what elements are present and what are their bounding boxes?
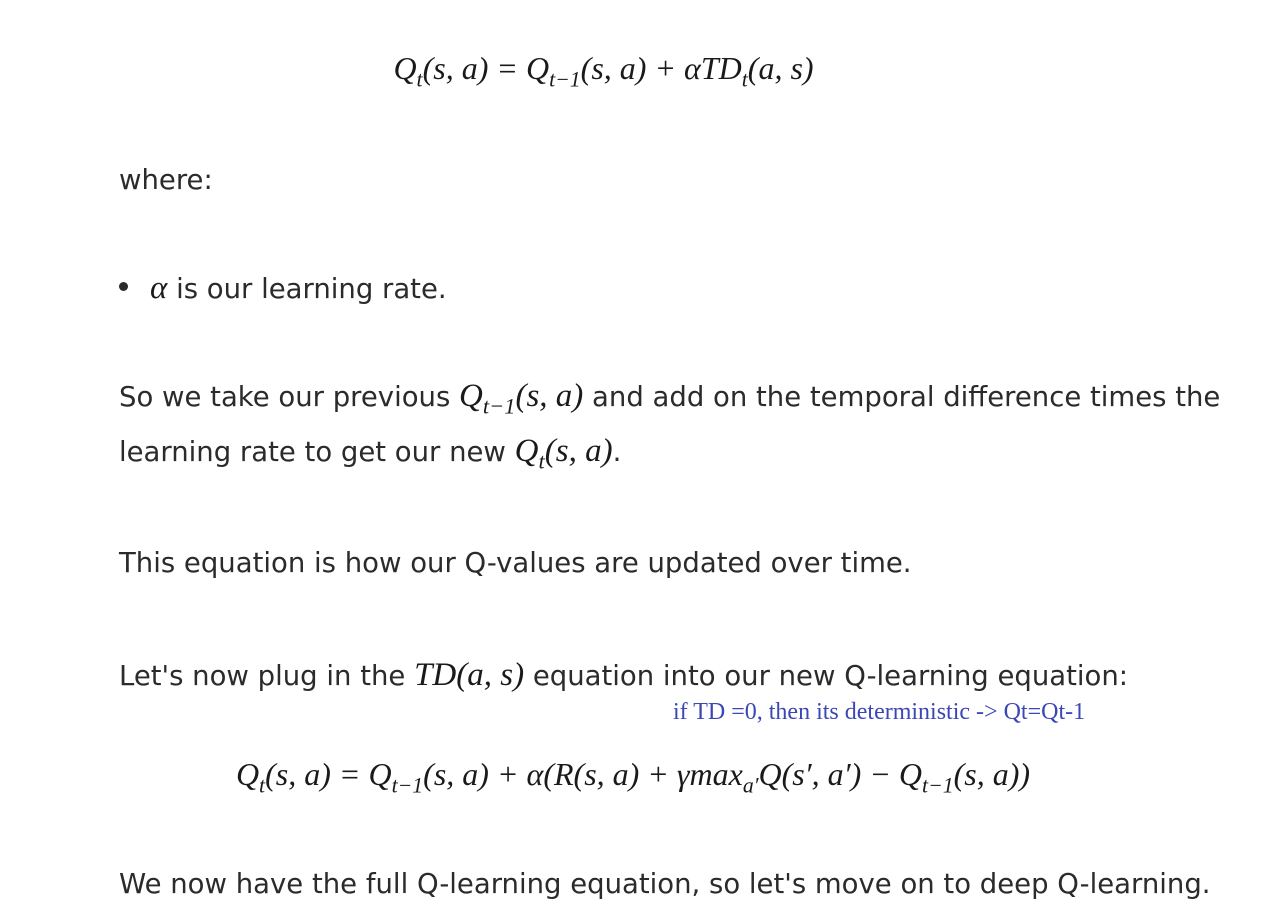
paragraph: This equation is how our Q-values are updated over time.: [119, 547, 912, 579]
paragraph-line: So we take our previous $Q_{t-1}(s$, a) and add on the temporal difference times the: [119, 378, 1221, 419]
list-item: α is our learning rate.: [119, 261, 447, 317]
paragraph: Let's now plug in the TD(a, s) equation into our new Q-learning equation:: [119, 657, 1129, 693]
paragraph: We now have the full Q-learning equation, so let's move on to deep Q-learning.: [119, 868, 1211, 900]
paragraph-line: learning rate to get our new $Q_t(s$, a).: [119, 433, 622, 474]
bullet-icon: [119, 282, 128, 291]
q-update-equation: $Q_t(s$, $a) = Q_{t-1}(s$, a) + αTD$_t$(a, s): [393, 50, 814, 92]
handwritten-note: if TD =0, then its deterministic -> Qt=Qt-1: [673, 699, 1086, 725]
q-learning-equation: $Q_t(s$, $a) = Q_{t-1}(s$, a) + α(R(s, a) + γmax$_{a'}$Q(s′, $a') - Q_{t-1}(s$, a)): [235, 756, 1031, 798]
where-label: where:: [119, 164, 213, 196]
